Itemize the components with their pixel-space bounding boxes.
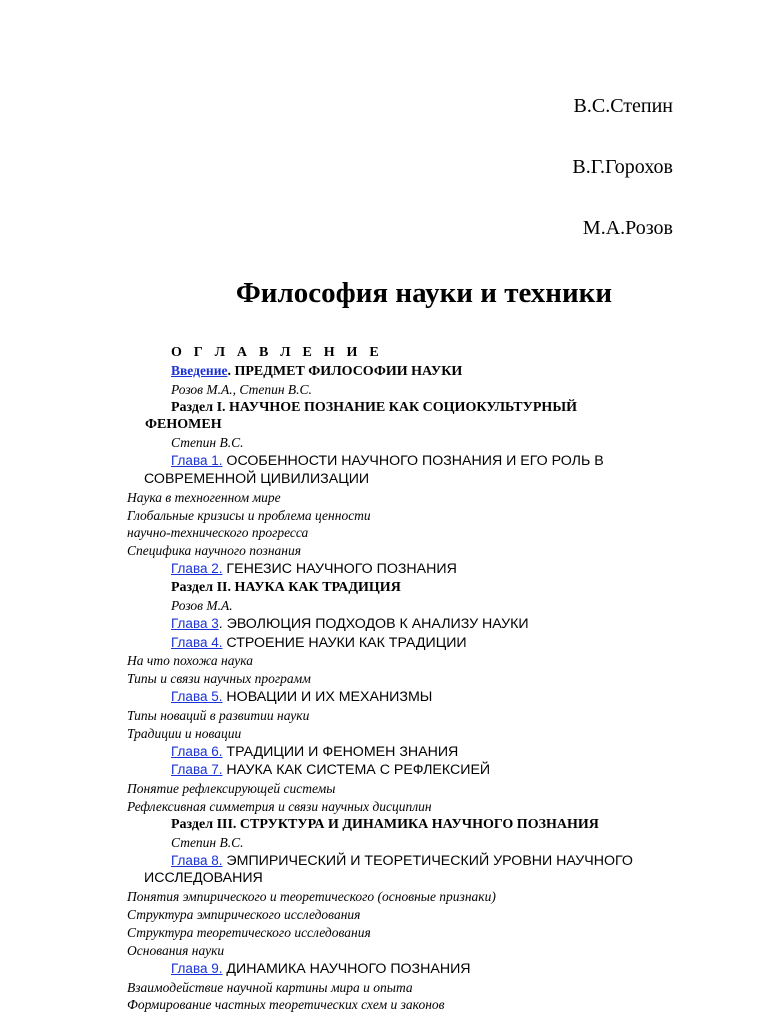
chapter-8-link[interactable]: Глава 8. [171,852,223,868]
chapter-1-link[interactable]: Глава 1. [171,453,223,469]
toc-chapter-5 [127,688,747,707]
section-1-title: Раздел I. НАУЧНОЕ ПОЗНАНИЕ КАК СОЦИОКУЛЬТУРНЫЙ [171,399,577,415]
chapter-5-link[interactable]: Глава 5. [171,689,223,705]
toc-intro [127,362,747,381]
chapter-2-title: ГЕНЕЗИС НАУЧНОГО ПОЗНАНИЯ [222,561,457,578]
table-of-contents [127,344,747,1014]
list-item: Наука в техногенном мире [127,489,281,505]
section-2-author: Розов М.А. [171,597,233,613]
chapter-9-title: ДИНАМИКА НАУЧНОГО ПОЗНАНИЯ [222,960,471,977]
chapter-1-title-cont: СОВРЕМЕННОЙ ЦИВИЛИЗАЦИИ [144,470,370,487]
list-item: Структура эмпирического исследования [127,907,361,923]
chapter-8-title-cont: ИССЛЕДОВАНИЯ [144,870,263,887]
toc-chapter-1 [127,452,747,471]
toc-chapter-3 [127,615,747,634]
author-rozov: М.А.Розов [582,217,673,239]
chapter-7-title: НАУКА КАК СИСТЕМА С РЕФЛЕКСИЕЙ [222,762,491,779]
chapter-6-link[interactable]: Глава 6. [171,743,223,759]
chapter-3-title: . ЭВОЛЮЦИЯ ПОДХОДОВ К АНАЛИЗУ НАУКИ [218,615,529,632]
toc-chapter-2 [127,560,747,579]
list-item: Основания науки [127,942,225,958]
chapter-5-title: НОВАЦИИ И ИХ МЕХАНИЗМЫ [222,689,433,706]
intro-link[interactable]: Введение [171,362,228,378]
chapter-1-title: ОСОБЕННОСТИ НАУЧНОГО ПОЗНАНИЯ И ЕГО РОЛЬ В [222,453,604,470]
chapter-9-link[interactable]: Глава 9. [171,960,223,976]
list-item: Взаимодействие научной картины мира и опыта [127,979,413,995]
list-item: Специфика научного познания [127,543,301,559]
chapter-4-link[interactable]: Глава 4. [171,634,223,650]
chapter-2-link[interactable]: Глава 2. [171,561,223,577]
list-item: Типы и связи научных программ [127,671,311,687]
author-stepin: В.С.Степин [573,95,673,117]
list-item: Традиции и новации [127,725,242,741]
chapter-3-link[interactable]: Глава 3 [171,615,219,631]
list-item: Структура теоретического исследования [127,925,371,940]
list-item: На что похожа наука [127,653,253,669]
list-item: Типы новаций в развитии науки [127,707,310,723]
section-1-title-cont: ФЕНОМЕН [145,417,222,433]
author-gorokhov: В.Г.Горохов [572,156,673,178]
intro-title: ПРЕДМЕТ ФИЛОСОФИИ НАУКИ [230,363,463,379]
section-2-title: Раздел II. НАУКА КАК ТРАДИЦИЯ [171,579,401,595]
list-item: научно-технического прогресса [127,525,309,541]
chapter-7-link[interactable]: Глава 7. [171,762,223,778]
toc-heading: О Г Л А В Л Е Н И Е [171,345,383,360]
list-item: Глобальные кризисы и проблема ценности [127,507,371,523]
chapter-4-title: СТРОЕНИЕ НАУКИ КАК ТРАДИЦИИ [222,634,467,651]
intro-sep: . [227,363,231,379]
list-item: Формирование частных теоретических схем и законов [127,997,445,1013]
toc-chapter-9 [127,960,747,979]
toc-chapter-7 [127,761,747,780]
toc-chapter-8 [127,852,747,871]
section-3-title: Раздел III. СТРУКТУРА И ДИНАМИКА НАУЧНОГО ПОЗНАНИЯ [171,816,599,832]
list-item: Понятия эмпирического и теоретического (основные признаки) [127,889,496,905]
list-item: Понятие рефлексирующей системы [127,781,336,797]
chapter-8-title: ЭМПИРИЧЕСКИЙ И ТЕОРЕТИЧЕСКИЙ УРОВНИ НАУЧНОГО [222,852,633,869]
toc-chapter-4 [127,634,747,653]
toc-chapter-6 [127,743,747,762]
section-3-author: Степин В.С. [171,834,244,850]
document-title: Философия науки и техники [235,277,613,309]
chapter-6-title: ТРАДИЦИИ И ФЕНОМЕН ЗНАНИЯ [222,743,459,760]
intro-author: Розов М.А., Степин В.С. [171,381,312,397]
section-1-author: Степин В.С. [171,435,244,451]
list-item: Рефлексивная симметрия и связи научных дисциплин [127,799,432,815]
